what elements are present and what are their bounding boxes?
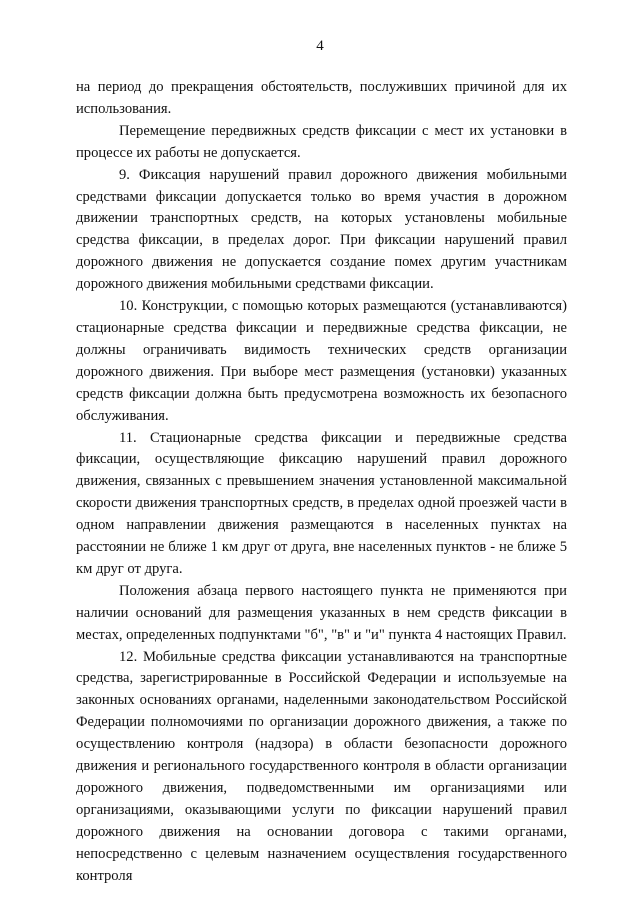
paragraph-continuation: на период до прекращения обстоятельств, послуживших причиной для их использования. <box>76 79 567 117</box>
paragraph-relocation: Перемещение передвижных средств фиксации с мест их установки в процессе их работы не допускается. <box>76 122 567 161</box>
paragraph-item-11: 11. Стационарные средства фиксации и передвижные средства фиксации, осуществляющие фиксацию нарушений правил дорожного движения, связанных с превышением значения установленной максимальной скорости движения транспортных средств, в пределах одной проезжей части в одном направлении движения размещаются в населенных пунктах на расстоянии не ближе 1 км друг от друга, вне населенных пунктов - не ближе 5 км друг от друга. <box>76 429 567 577</box>
paragraph-item-12: 12. Мобильные средства фиксации устанавливаются на транспортные средства, зарегистрированные в Российской Федерации и используемые на законных основаниях органами, наделенными законодательством Российской Федерации полномочиями по организации дорожного движения, а также по осуществлению контроля (надзора) в области безопасности дорожного движения и регионального государственного контроля в области организации дорожного движения, подведомственными им организациями или организациями, оказывающими услуги по фиксации нарушений правил дорожного движения на основании договора с такими органами, непосредственно с целевым назначением осуществления государственного контроля <box>76 648 567 884</box>
paragraph-item-11-note: Положения абзаца первого настоящего пункта не применяются при наличии оснований для размещения указанных в нем средств фиксации в местах, определенных подпунктами "б", "в" и "и" пункта 4 настоящих Правил. <box>76 582 567 643</box>
paragraph-item-9: 9. Фиксация нарушений правил дорожного движения мобильными средствами фиксации допускается только во время участия в дорожном движении транспортных средств, на которых установлены мобильные средства фиксации, в пределах дорог. При фиксации нарушений правил дорожного движения не допускается создание помех другим участникам дорожного движения мобильными средствами фиксации. <box>76 166 567 293</box>
page-number: 4 <box>316 38 324 54</box>
document-body <box>76 77 567 888</box>
paragraph-item-10: 10. Конструкции, с помощью которых размещаются (устанавливаются) стационарные средства фиксации и передвижные средства фиксации, не должны ограничивать видимость технических средств организации дорожного движения. При выборе мест размещения (установки) указанных средств фиксации должна быть предусмотрена возможность их безопасного обслуживания. <box>76 298 567 424</box>
